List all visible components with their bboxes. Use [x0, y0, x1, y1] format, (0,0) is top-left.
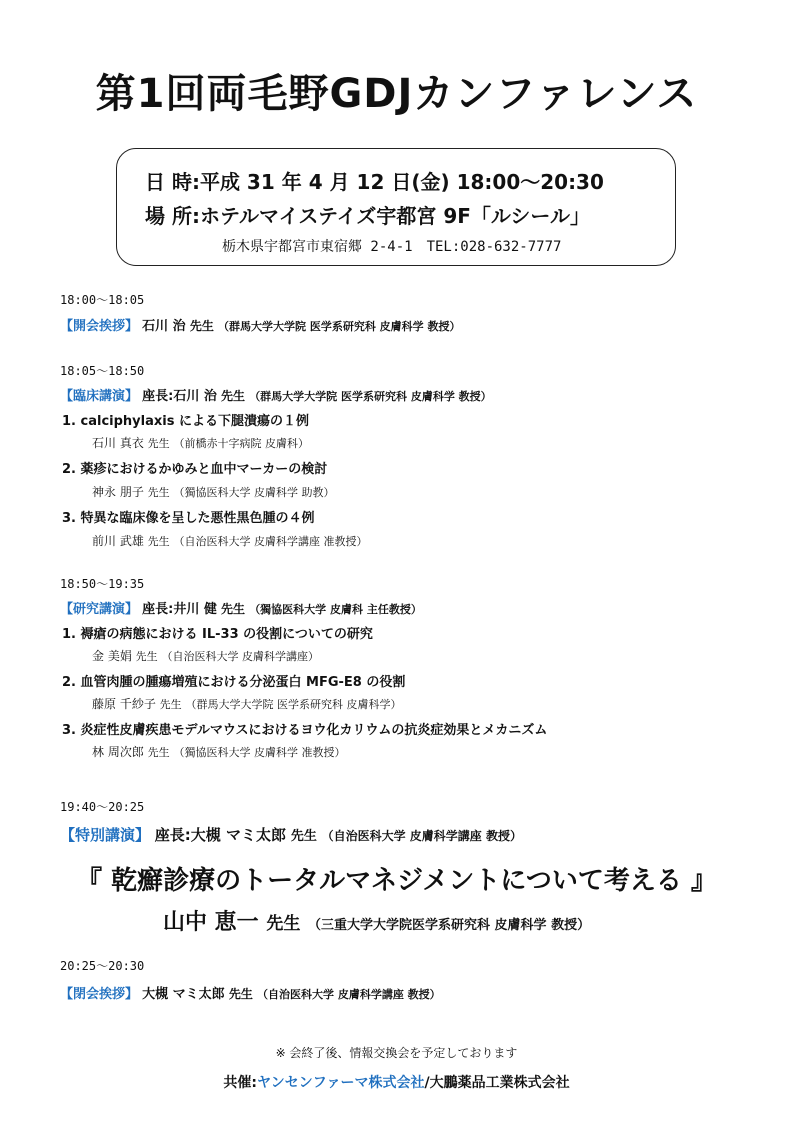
datetime-value: 平成 31 年 4 月 12 日(金) 18:00〜20:30	[199, 170, 604, 194]
closing-affil: （自治医科大学 皮膚科学講座 教授）	[256, 988, 441, 1001]
clinical-item-3-speaker: 前川 武雄 先生 （自治医科大学 皮膚科学講座 准教授）	[92, 534, 368, 548]
clinical-time: 18:05〜18:50	[60, 364, 145, 378]
research-item-1-speaker: 金 美娟 先生 （自治医科大学 皮膚科学講座）	[92, 649, 319, 663]
clinical-item-1-topic: 1. calciphylaxis による下腿潰瘍の１例	[62, 414, 309, 429]
special-label: 【特別講演】	[60, 826, 151, 844]
place-line	[145, 200, 590, 229]
sponsor-prefix: 共催:	[223, 1075, 257, 1091]
clinical-label: 【臨床講演】	[60, 389, 139, 404]
place-value: ホテルマイステイズ宇都宮 9F「ルシール」	[199, 204, 591, 228]
special-chair-title: 先生	[290, 829, 317, 844]
clinical-chair-line	[60, 385, 492, 404]
research-time: 18:50〜19:35	[60, 577, 145, 591]
research-item-1-topic: 1. 褥瘡の病態における IL-33 の役割についての研究	[62, 627, 373, 642]
special-lecture-title: 『 乾癬診療のトータルマネジメントについて考える 』	[76, 866, 717, 896]
clinical-chair: 座長:石川 治	[142, 389, 217, 404]
special-chair-line	[60, 824, 522, 845]
research-item-2-speaker: 藤原 千紗子 先生 （群馬大学大学院 医学系研究科 皮膚科学）	[92, 697, 402, 711]
opening-line	[60, 315, 460, 334]
sponsor-company-1: ヤンセンファーマ株式会社	[256, 1075, 425, 1091]
closing-line	[60, 983, 441, 1002]
special-time: 19:40〜20:25	[60, 800, 145, 814]
research-chair-affil: （獨協医科大学 皮膚科 主任教授）	[249, 603, 422, 616]
special-speaker: 山中 恵一	[163, 910, 259, 935]
special-speaker-line	[163, 905, 590, 936]
opening-time: 18:00〜18:05	[60, 293, 145, 307]
page-title: 第1回両毛野GDJカンファレンス	[95, 71, 698, 117]
place-label: 場 所:	[145, 204, 200, 228]
datetime-line	[145, 166, 604, 195]
footnote: ※ 会終了後、情報交換会を予定しております	[275, 1046, 518, 1060]
research-item-2-topic: 2. 血管肉腫の腫瘍増殖における分泌蛋白 MFG-E8 の役割	[62, 675, 406, 690]
closing-time: 20:25〜20:30	[60, 959, 145, 973]
clinical-item-3-topic: 3. 特異な臨床像を呈した悪性黒色腫の４例	[62, 511, 315, 526]
address: 栃木県宇都宮市東宿郷 2-4-1 TEL:028-632-7777	[222, 239, 562, 255]
research-chair-line	[60, 598, 422, 617]
closing-label: 【閉会挨拶】	[60, 987, 139, 1002]
research-item-3-speaker: 林 周次郎 先生 （獨協医科大学 皮膚科学 准教授）	[92, 745, 346, 759]
closing-speaker: 大槻 マミ太郎	[142, 987, 225, 1002]
clinical-chair-affil: （群馬大学大学院 医学系研究科 皮膚科学 教授）	[249, 390, 492, 403]
special-speaker-affil: （三重大学大学院医学系研究科 皮膚科学 教授）	[308, 918, 591, 933]
sponsor-company-2: 大鵬薬品工業株式会社	[429, 1075, 570, 1091]
special-chair: 座長:大槻 マミ太郎	[154, 826, 287, 844]
datetime-label: 日 時:	[145, 170, 200, 194]
clinical-item-1-speaker: 石川 真衣 先生 （前橋赤十字病院 皮膚科）	[92, 436, 309, 450]
research-chair: 座長:井川 健	[142, 602, 217, 617]
clinical-item-2-speaker: 神永 朋子 先生 （獨協医科大学 皮膚科学 助教）	[92, 485, 335, 499]
clinical-chair-title: 先生	[221, 389, 246, 403]
special-chair-affil: （自治医科大学 皮膚科学講座 教授）	[321, 829, 522, 843]
clinical-item-2-topic: 2. 薬疹におけるかゆみと血中マーカーの検討	[62, 462, 328, 477]
research-chair-title: 先生	[221, 602, 246, 616]
research-item-3-topic: 3. 炎症性皮膚疾患モデルマウスにおけるヨウ化カリウムの抗炎症効果とメカニズム	[62, 723, 548, 738]
opening-label: 【開会挨拶】	[60, 319, 139, 334]
sponsor-line	[0, 1072, 793, 1092]
opening-affil: （群馬大学大学院 医学系研究科 皮膚科学 教授）	[217, 320, 461, 333]
sponsor-separator: /	[424, 1075, 430, 1091]
opening-speaker-title: 先生	[189, 319, 214, 333]
research-label: 【研究講演】	[60, 602, 139, 617]
closing-speaker-title: 先生	[228, 987, 253, 1001]
opening-speaker: 石川 治	[142, 319, 186, 334]
special-speaker-title: 先生	[266, 914, 301, 934]
